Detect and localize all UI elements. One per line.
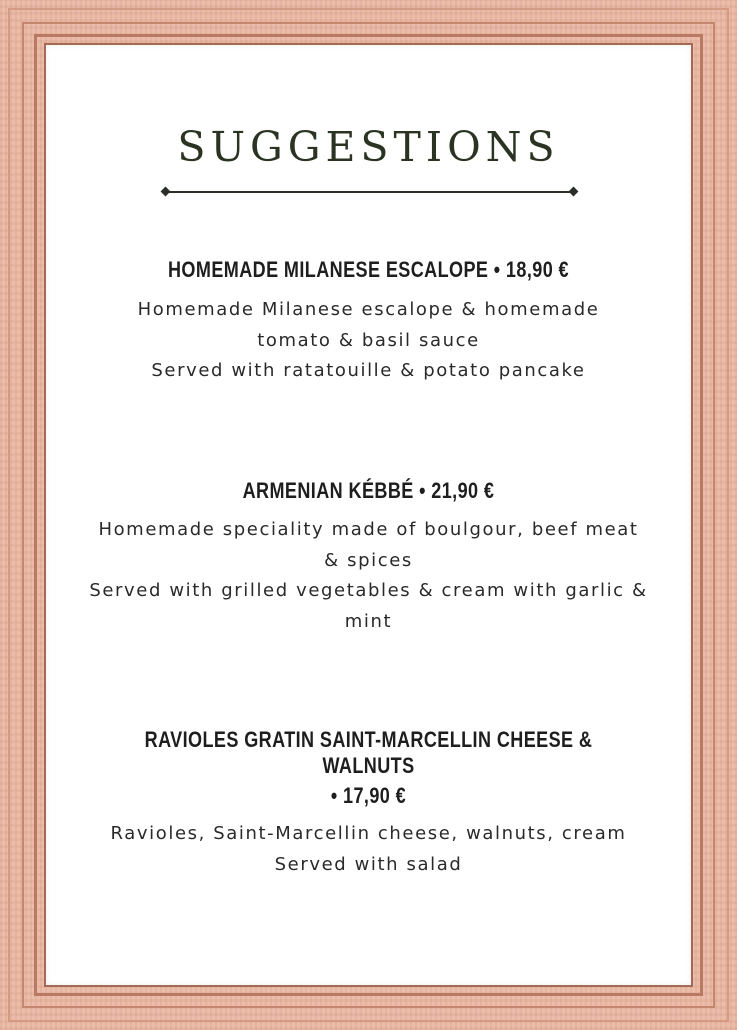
dish-description	[56, 819, 681, 880]
dish-description-line: Homemade Milanese escalope & homemade	[137, 299, 600, 320]
ornamental-divider	[166, 191, 573, 193]
dish-heading: RAVIOLES GRATIN SAINT-MARCELLIN CHEESE & WALNUTS	[144, 727, 593, 778]
dish-description-line: Served with salad	[274, 853, 463, 875]
dish-heading: HOMEMADE MILANESE ESCALOPE • 18,90 €	[167, 257, 570, 282]
dish-description-line: mint	[344, 610, 393, 632]
dish-heading: ARMENIAN KÉBBÉ • 21,90 €	[242, 478, 495, 503]
divider-diamond-right	[569, 187, 579, 197]
dish-description-line: tomato & basil sauce	[257, 329, 480, 351]
dish-description-line: Ravioles, Saint-Marcellin cheese, walnuts, cream	[110, 823, 627, 844]
dish-description	[56, 515, 681, 637]
dish-price: • 17,90 €	[330, 783, 407, 808]
menu-panel	[46, 45, 691, 985]
dish-description-line: Served with grilled vegetables & cream with garlic &	[89, 580, 648, 601]
dish-description-line: Homemade speciality made of boulgour, beef meat	[98, 519, 639, 540]
divider-diamond-left	[161, 187, 171, 197]
menu-title: SUGGESTIONS	[177, 123, 560, 171]
dish-description-line: Served with ratatouille & potato pancake	[151, 360, 586, 381]
dish-description	[56, 295, 681, 387]
dish-description-line: & spices	[324, 549, 413, 571]
